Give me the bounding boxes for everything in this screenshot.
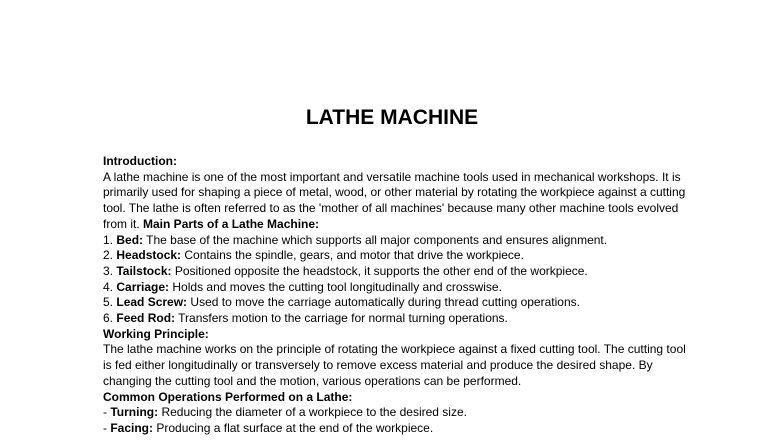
list-item	[103, 421, 693, 437]
parts-heading: Main Parts of a Lathe Machine:	[143, 216, 320, 231]
list-item	[103, 248, 693, 264]
operation-name: Facing:	[110, 420, 154, 435]
part-name: Bed:	[116, 232, 144, 247]
part-description: Transfers motion to the carriage for normal turning operations.	[178, 311, 508, 326]
introduction-heading: Introduction:	[103, 154, 177, 168]
part-number: 6.	[103, 311, 114, 326]
operation-bullet: -	[103, 420, 107, 435]
part-description: Holds and moves the cutting tool longitudinally and crosswise.	[172, 279, 502, 294]
operation-description: Reducing the diameter of a workpiece to the desired size.	[161, 405, 467, 420]
part-number: 4.	[103, 279, 114, 294]
list-item	[103, 295, 693, 311]
operation-name: Turning:	[110, 405, 159, 420]
list-item	[103, 405, 693, 421]
list-item	[103, 264, 693, 280]
introduction-paragraph	[103, 170, 693, 233]
part-number: 2.	[103, 248, 114, 263]
document-body	[103, 154, 693, 437]
part-description: Used to move the carriage automatically during thread cutting operations.	[190, 295, 580, 310]
introduction-text: A lathe machine is one of the most important and versatile machine tools used in mechanical workshops. It is primarily used for shaping a piece of metal, wood, or other material by rotating the workpiece against a cutting tool. The lathe is often referred to as the 'mother of all machines' because many other machine tools evolved from it.	[103, 169, 686, 231]
operations-heading: Common Operations Performed on a Lathe:	[103, 389, 353, 404]
part-number: 3.	[103, 263, 114, 278]
operation-bullet: -	[103, 405, 107, 420]
operation-description: Producing a flat surface at the end of the workpiece.	[156, 420, 434, 435]
list-item	[103, 311, 693, 327]
parts-list	[103, 233, 693, 327]
list-item	[103, 233, 693, 249]
part-name: Headstock:	[116, 248, 182, 263]
operations-list	[103, 405, 693, 436]
working-principle-heading: Working Principle:	[103, 326, 209, 341]
part-name: Feed Rod:	[116, 311, 176, 326]
list-item	[103, 280, 693, 296]
part-description: Positioned opposite the headstock, it supports the other end of the workpiece.	[174, 263, 588, 278]
working-principle-text: The lathe machine works on the principle of rotating the workpiece against a fixed cutting tool. The cutting tool is fed either longitudinally or transversely to remove excess material and produce the desired shape. By changing the cutting tool and the motion, various operations can be performed.	[103, 342, 686, 388]
part-name: Tailstock:	[116, 263, 172, 278]
part-number: 1.	[103, 232, 114, 247]
part-name: Lead Screw:	[116, 295, 188, 310]
part-number: 5.	[103, 295, 114, 310]
document-title: LATHE MACHINE	[305, 106, 479, 129]
part-name: Carriage:	[116, 279, 170, 294]
part-description: Contains the spindle, gears, and motor that drive the workpiece.	[184, 248, 524, 263]
part-description: The base of the machine which supports all major components and ensures alignment.	[146, 232, 608, 247]
